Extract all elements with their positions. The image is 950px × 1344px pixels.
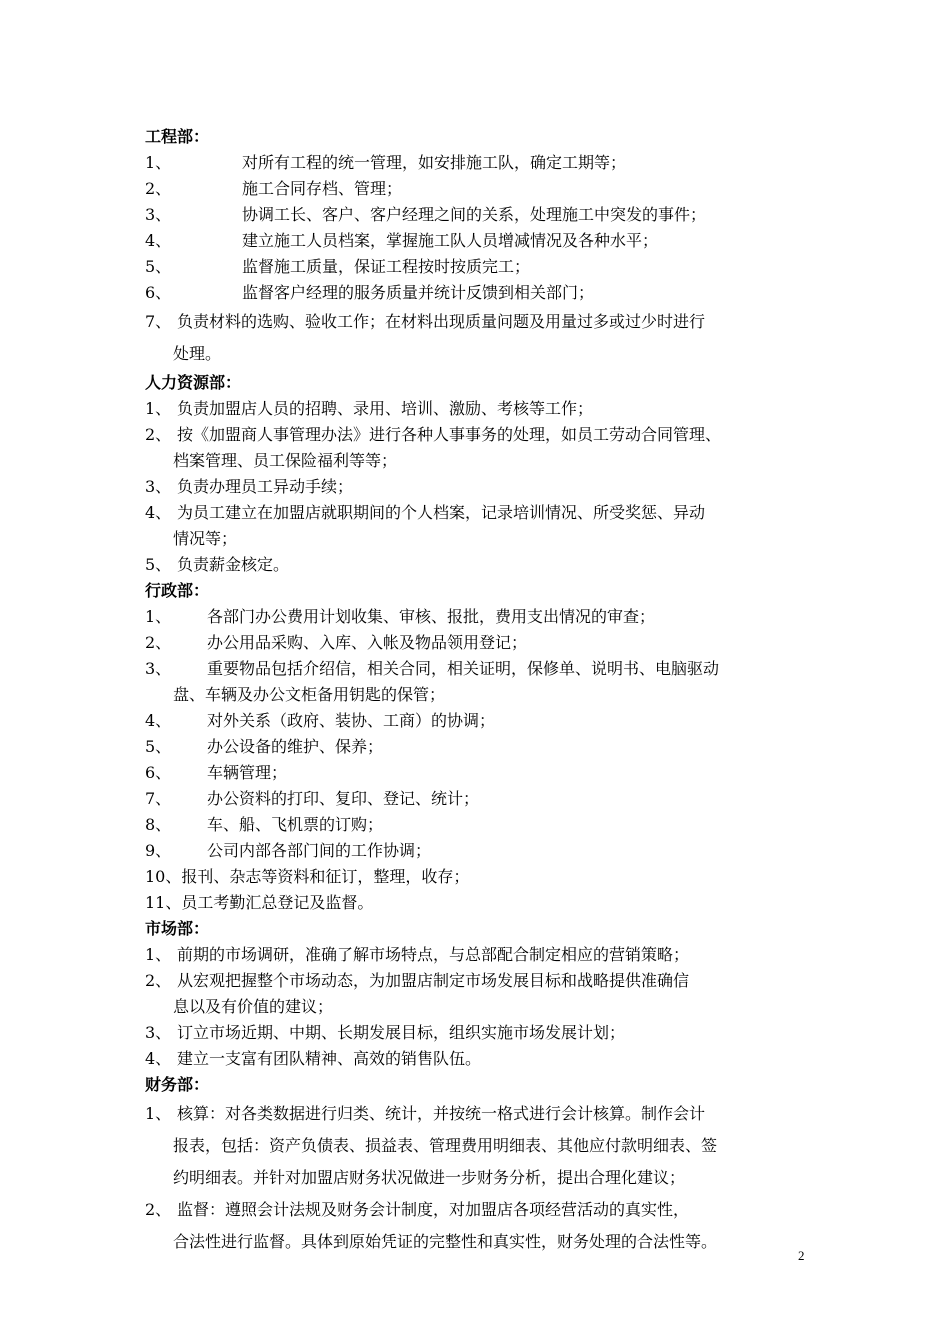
section-title-engineering: 工程部：: [145, 127, 210, 146]
item-text: 报刊、杂志等资料和征订，整理，收存；: [181, 867, 470, 886]
section-title-hr: 人力资源部：: [145, 373, 242, 392]
list-item: [145, 150, 825, 176]
item-number: 10、: [145, 867, 182, 886]
item-number: 1、: [145, 1104, 172, 1123]
item-number: 6、: [145, 283, 172, 302]
item-text: 核算：对各类数据进行归类、统计，并按统一格式进行会计核算。制作会计: [177, 1104, 706, 1123]
list-item: [145, 1020, 825, 1046]
list-item: [145, 734, 825, 760]
item-text: 协调工长、客户、客户经理之间的关系，处理施工中突发的事件；: [242, 205, 707, 224]
item-text: 负责加盟店人员的招聘、录用、培训、激励、考核等工作；: [177, 399, 594, 418]
list-item: [145, 1046, 825, 1072]
item-text: 建立一支富有团队精神、高效的销售队伍。: [177, 1049, 482, 1068]
list-item: [145, 968, 825, 994]
item-text: 负责材料的选购、验收工作；在材料出现质量问题及用量过多或过少时进行: [177, 312, 706, 331]
item-text: 办公用品采购、入库、入帐及物品领用登记；: [207, 633, 528, 652]
item-number: 5、: [145, 555, 172, 574]
item-text: 监督：遵照会计法规及财务会计制度，对加盟店各项经营活动的真实性，: [177, 1200, 690, 1219]
list-item: [145, 500, 825, 526]
item-number: 8、: [145, 815, 172, 834]
list-item: [145, 786, 825, 812]
item-number: 2、: [145, 425, 172, 444]
list-item: [145, 838, 825, 864]
item-number: 5、: [145, 257, 172, 276]
list-item: [145, 396, 825, 422]
item-continuation: 报表，包括：资产负债表、损益表、管理费用明细表、其他应付款明细表、签: [173, 1136, 718, 1155]
list-item: [145, 942, 825, 968]
item-number: 1、: [145, 153, 172, 172]
item-number: 3、: [145, 477, 172, 496]
item-number: 2、: [145, 1200, 172, 1219]
item-text: 负责办理员工异动手续；: [177, 477, 354, 496]
list-item: [145, 176, 825, 202]
item-text: 建立施工人员档案，掌握施工队人员增减情况及各种水平；: [242, 231, 659, 250]
list-item: [145, 552, 825, 578]
list-item: [145, 656, 825, 682]
item-number: 5、: [145, 737, 172, 756]
document-body: [145, 124, 825, 1258]
section-title-marketing: 市场部：: [145, 919, 210, 938]
item-continuation: 档案管理、员工保险福利等等；: [173, 451, 398, 470]
item-text: 按《加盟商人事管理办法》进行各种人事事务的处理，如员工劳动合同管理、: [177, 425, 722, 444]
list-item: [145, 202, 825, 228]
item-text: 对外关系（政府、装协、工商）的协调；: [207, 711, 496, 730]
item-continuation: 处理。: [173, 344, 222, 363]
item-text: 监督客户经理的服务质量并统计反馈到相关部门；: [242, 283, 595, 302]
item-continuation: 约明细表。并针对加盟店财务状况做进一步财务分析，提出合理化建议；: [173, 1168, 686, 1187]
list-item: [145, 760, 825, 786]
list-item: [145, 280, 825, 306]
item-text: 监督施工质量，保证工程按时按质完工；: [242, 257, 531, 276]
list-item: [145, 254, 825, 280]
item-text: 重要物品包括介绍信，相关合同，相关证明，保修单、说明书、电脑驱动: [207, 659, 720, 678]
item-text: 前期的市场调研，准确了解市场特点，与总部配合制定相应的营销策略；: [177, 945, 690, 964]
item-number: 11、: [145, 893, 182, 912]
item-number: 3、: [145, 1023, 172, 1042]
list-item: [145, 630, 825, 656]
item-text: 为员工建立在加盟店就职期间的个人档案，记录培训情况、所受奖惩、异动: [177, 503, 706, 522]
list-item: [145, 228, 825, 254]
item-number: 2、: [145, 179, 172, 198]
item-number: 1、: [145, 607, 172, 626]
page-number: 2: [798, 1248, 805, 1263]
item-text: 员工考勤汇总登记及监督。: [181, 893, 374, 912]
item-continuation: 息以及有价值的建议；: [173, 997, 334, 1016]
item-number: 6、: [145, 763, 172, 782]
item-number: 9、: [145, 841, 172, 860]
item-text: 车辆管理；: [207, 763, 288, 782]
section-title-finance: 财务部：: [145, 1075, 210, 1094]
item-text: 公司内部各部门间的工作协调；: [207, 841, 432, 860]
item-number: 2、: [145, 633, 172, 652]
item-number: 4、: [145, 1049, 172, 1068]
list-item: [145, 812, 825, 838]
item-continuation: 盘、车辆及办公文柜备用钥匙的保管；: [173, 685, 446, 704]
item-continuation: 情况等；: [173, 529, 238, 548]
list-item: [145, 1194, 825, 1226]
item-text: 对所有工程的统一管理，如安排施工队，确定工期等；: [242, 153, 627, 172]
list-item: [145, 604, 825, 630]
section-title-admin: 行政部：: [145, 581, 210, 600]
list-item: [145, 890, 825, 916]
item-number: 3、: [145, 659, 172, 678]
item-number: 7、: [145, 312, 172, 331]
list-item: [145, 422, 825, 448]
item-number: 4、: [145, 503, 172, 522]
item-number: 4、: [145, 231, 172, 250]
item-text: 施工合同存档、管理；: [242, 179, 403, 198]
item-text: 办公资料的打印、复印、登记、统计；: [207, 789, 480, 808]
item-text: 各部门办公费用计划收集、审核、报批，费用支出情况的审查；: [207, 607, 656, 626]
item-number: 3、: [145, 205, 172, 224]
item-number: 7、: [145, 789, 172, 808]
item-text: 订立市场近期、中期、长期发展目标，组织实施市场发展计划；: [177, 1023, 626, 1042]
item-continuation: 合法性进行监督。具体到原始凭证的完整性和真实性，财务处理的合法性等。: [173, 1232, 718, 1251]
item-text: 负责薪金核定。: [177, 555, 290, 574]
item-text: 车、船、飞机票的订购；: [207, 815, 384, 834]
list-item: [145, 1098, 825, 1130]
list-item: [145, 708, 825, 734]
list-item: [145, 306, 825, 338]
item-text: 从宏观把握整个市场动态，为加盟店制定市场发展目标和战略提供准确信: [177, 971, 690, 990]
item-number: 1、: [145, 399, 172, 418]
item-number: 1、: [145, 945, 172, 964]
item-text: 办公设备的维护、保养；: [207, 737, 384, 756]
item-number: 2、: [145, 971, 172, 990]
list-item: [145, 474, 825, 500]
item-number: 4、: [145, 711, 172, 730]
list-item: [145, 864, 825, 890]
